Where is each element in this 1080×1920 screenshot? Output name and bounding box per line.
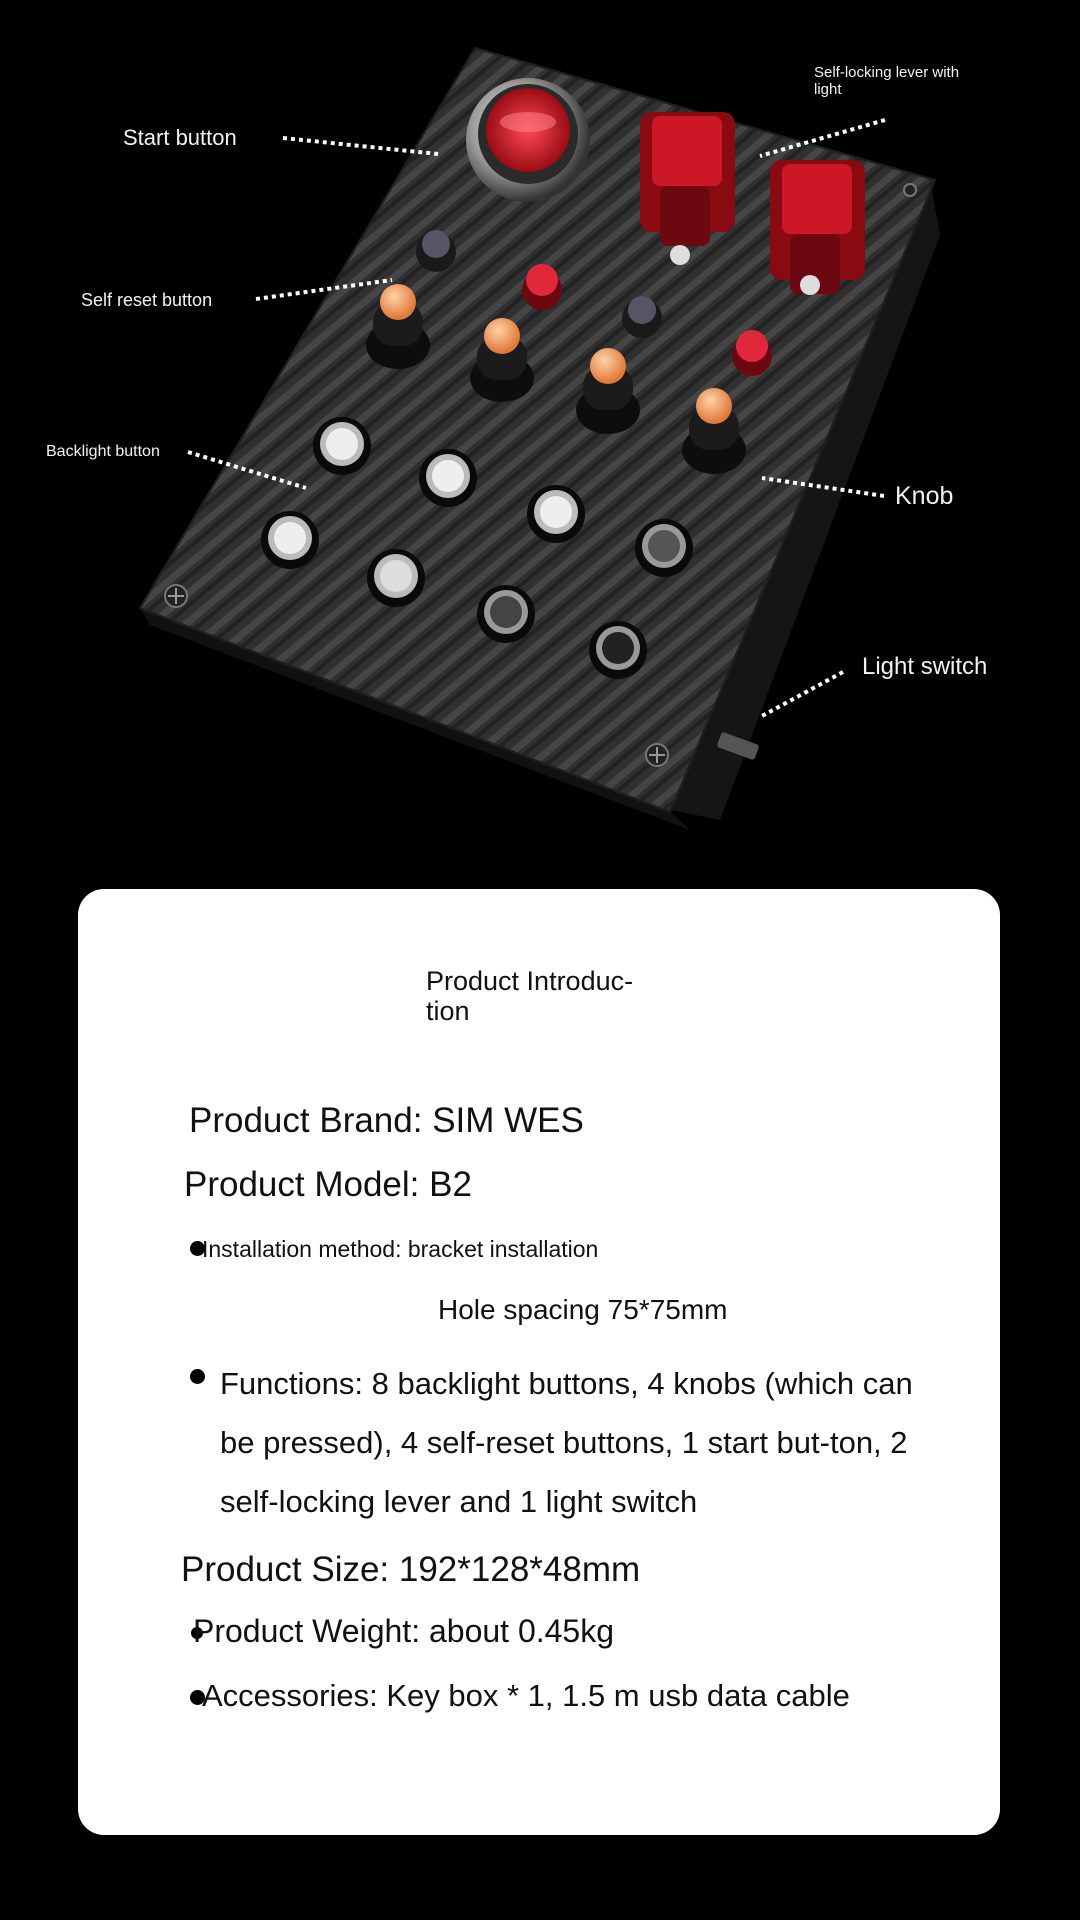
backlight-button-graphic [477,585,535,643]
functions: Functions: 8 backlight buttons, 4 knobs (which can be pressed), 4 self-reset buttons, 1 start but-ton, 2 self-locking lever and 1 light switch [220,1366,913,1519]
installation-method: Installation method: bracket installation [202,1236,599,1262]
backlight-button-graphic [635,519,693,577]
product-intro-card [78,889,1000,1835]
callout-backlight-button: Backlight button [46,443,160,460]
self-locking-lever-graphic [770,160,865,295]
backlight-button-graphic [419,449,477,507]
callout-self-reset-button: Self reset button [81,290,213,310]
callout-light-switch: Light switch [862,653,988,680]
backlight-button-graphic [589,621,647,679]
product-model: Product Model: B2 [184,1165,472,1204]
product-size: Product Size: 192*128*48mm [181,1550,641,1589]
hole-spacing: Hole spacing 75*75mm [438,1294,728,1325]
screw-icon [165,585,187,607]
screw-icon [646,744,668,766]
callout-knob: Knob [895,482,954,510]
backlight-button-graphic [313,417,371,475]
intro-title: Product Introduc- tion [426,966,634,1026]
callout-self-locking-lever: Self-locking lever with light [814,64,960,98]
accessories: Accessories: Key box * 1, 1.5 m usb data cable [202,1678,850,1713]
product-weight: Product Weight: about 0.45kg [193,1613,615,1649]
screw-icon [904,184,916,196]
start-button-graphic [466,78,590,202]
backlight-button-graphic [261,511,319,569]
product-brand: Product Brand: SIM WES [189,1101,584,1140]
product-photo [0,0,1080,880]
backlight-button-graphic [527,485,585,543]
bullet-icon [190,1369,205,1384]
backlight-button-graphic [367,549,425,607]
callout-start-button: Start button [123,125,237,150]
